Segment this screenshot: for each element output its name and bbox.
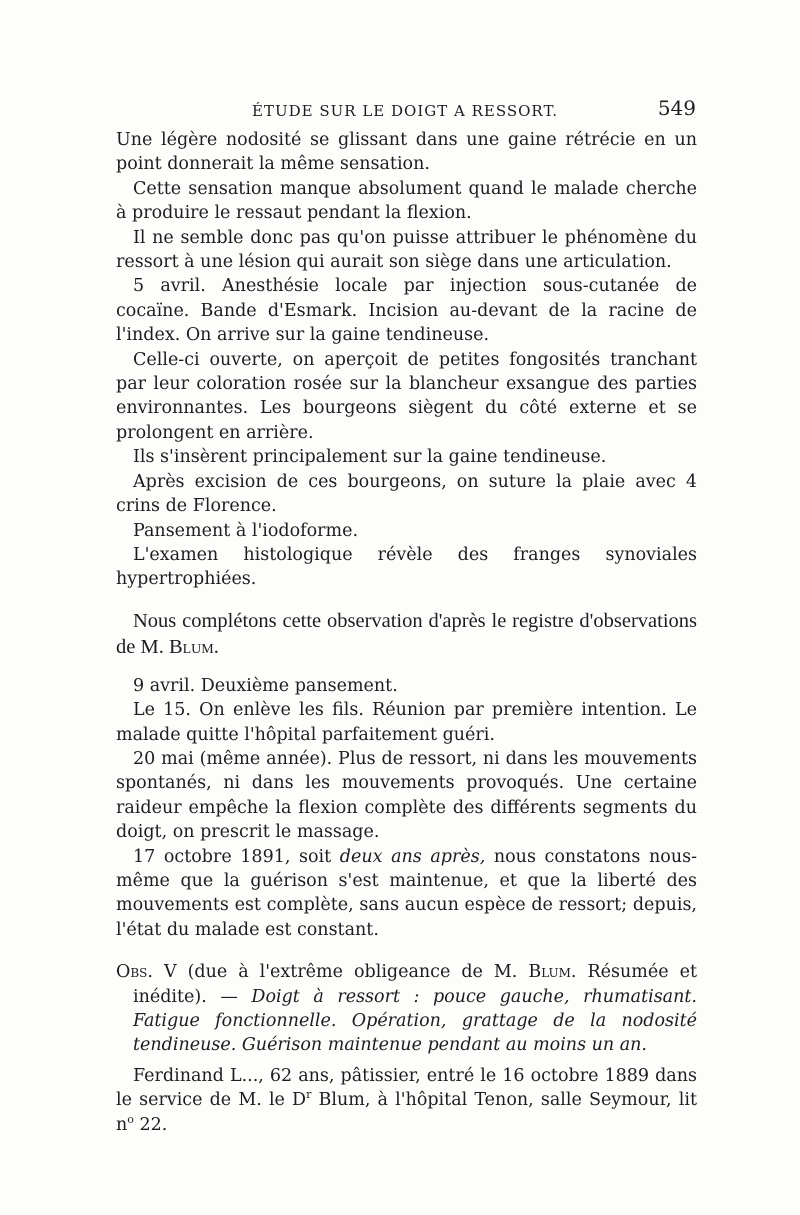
running-title: ÉTUDE SUR LE DOIGT A RESSORT. (252, 102, 559, 120)
observation-label: Obs. V (116, 962, 177, 983)
observation-title: Doigt à ressort : pouce gauche, rhumatisant. Fatigue fonctionnelle. Opération, grattage de la nodosité tendineuse. Guérison maintenue pendant au moins un an. (133, 986, 697, 1056)
observation-intro: (due à l'extrême obligeance de M. (187, 962, 518, 983)
paragraph: Pansement à l'iodoforme. (133, 520, 359, 541)
lead-text: Nous complétons cette observation d'après le registre d'observations de M. (116, 609, 697, 658)
paragraph: Celle-ci ouverte, on aperçoit de petites fongosités tranchant par leur coloration rosée sur la blancheur exsangue des parties environnantes. Les bourgeons siègent du côté externe et se prolongent en arrière. (116, 349, 697, 443)
paragraph: 5 avril. Anesthésie locale par injection sous-cutanée de cocaïne. Bande d'Esmark. Incision au-devant de la racine de l'index. On arrive sur la gaine tendineuse. (116, 276, 697, 346)
paragraph: Cette sensation manque absolument quand le malade cherche à produire le ressaut pendant la flexion. (116, 178, 697, 224)
text-span: Ferdinand L..., 62 ans, pâtissier, entré le 16 octobre 1889 dans le service de M. le D (116, 1065, 697, 1111)
paragraph (116, 845, 697, 943)
observation-heading (116, 960, 697, 1058)
lead-paragraph (116, 608, 697, 660)
paragraph (116, 1064, 697, 1137)
paragraph: Ils s'insèrent principalement sur la gaine tendineuse. (133, 447, 607, 468)
paragraph: Une légère nodosité se glissant dans une gaine rétrécie en un point donnerait la même sensation. (116, 130, 697, 175)
paragraph: 20 mai (même année). Plus de ressort, ni dans les mouvements spontanés, ni dans les mouvements provoqués. Une certaine raideur empêche la flexion complète des différents segments du doigt, on prescrit le massage. (116, 748, 697, 843)
text-span: 17 octobre 1891, soit (133, 846, 332, 867)
paragraph: 9 avril. Deuxième pansement. (133, 675, 398, 696)
text-span: 22. (139, 1114, 168, 1135)
paragraph: Il ne semble donc pas qu'on puisse attribuer le phénomène du ressort à une lésion qui aurait son siège dans une articulation. (116, 227, 697, 273)
text-span: nous constatons nous-même que la guérison s'est maintenue, et que la liberté des mouvements est complète, sans aucun espèce de ressort; depuis, l'état du malade est constant. (116, 846, 697, 940)
page-body (116, 128, 697, 1137)
text-span: Blum, à l'hôpital Tenon, salle Seymour, lit n (116, 1090, 697, 1135)
observation-summary: Résumée et inédite). — (133, 962, 697, 1007)
page-number: 549 (657, 96, 696, 120)
paragraph: L'examen histologique révèle des franges synoviales hypertrophiées. (116, 544, 697, 590)
observation-name: Blum. (528, 962, 577, 983)
page-header (116, 96, 696, 126)
author-name: Blum. (168, 635, 219, 658)
superscript: o (127, 1112, 134, 1126)
paragraph: Le 15. On enlève les fils. Réunion par première intention. Le malade quitte l'hôpital parfaitement guéri. (116, 700, 697, 745)
italic-span: deux ans après, (339, 846, 486, 867)
superscript: r (306, 1088, 312, 1102)
paragraph: Après excision de ces bourgeons, on suture la plaie avec 4 crins de Florence. (116, 471, 697, 517)
